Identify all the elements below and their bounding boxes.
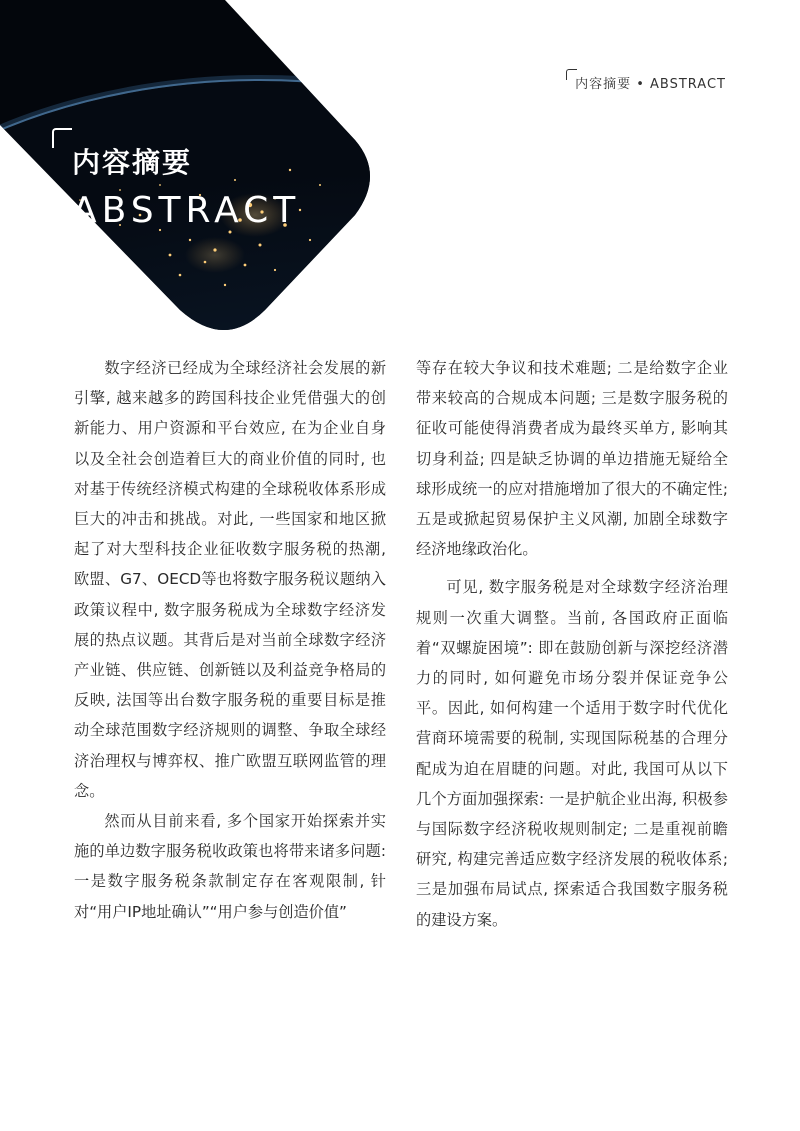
corner-bracket-icon <box>566 69 577 80</box>
corner-bracket-icon <box>52 128 72 148</box>
hero-banner <box>0 0 800 340</box>
title-en: ABSTRACT <box>72 190 301 231</box>
left-column <box>74 353 386 927</box>
running-head-text: 内容摘要 • ABSTRACT <box>575 77 726 92</box>
paragraph: 数字经济已经成为全球经济社会发展的新引擎, 越来越多的跨国科技企业凭借强大的创新能力、用户资源和平台效应, 在为企业自身以及全社会创造着巨大的商业价值的同时, 也对基于传统经济模式构建的全球税收体系形成巨大的冲击和挑战。对此, 一些国家和地区掀起了对大型科技企业征收数字服务税的热潮, 欧盟、G7、OECD等也将数字服务税议题纳入政策议程中, 数字服务税成为全球数字经济发展的热点议题。其背后是对当前全球数字经济产业链、供应链、创新链以及利益竞争格局的反映, 法国等出台数字服务税的重要目标是推动全球范围数字经济规则的调整、争取全球经济治理权与博弈权、推广欧盟互联网监管的理念。 <box>74 359 386 800</box>
title-zh: 内容摘要 <box>72 146 193 179</box>
running-head <box>575 73 726 92</box>
hero-title <box>72 143 300 235</box>
paragraph: 可见, 数字服务税是对全球数字经济治理规则一次重大调整。当前, 各国政府正面临着“双螺旋困境”: 即在鼓励创新与深挖经济潜力的同时, 如何避免市场分裂并保证竞争公平。因此, 如何构建一个适用于数字时代优化营商环境需要的税制, 实现国际税基的合理分配成为迫在眉睫的问题。对此, 我国可从以下几个方面加强探索: 一是护航企业出海, 积极参与国际数字经济税收规则制定; 二是重视前瞻研究, 构建完善适应数字经济发展的税收体系; 三是加强布局试点, 探索适合我国数字服务税的建设方案。 <box>416 578 728 929</box>
paragraph: 等存在较大争议和技术难题; 二是给数字企业带来较高的合规成本问题; 三是数字服务税的征收可能使得消费者成为最终买单方, 影响其切身利益; 四是缺乏协调的单边措施无疑给全球形成统一的应对措施增加了很大的不确定性; 五是或掀起贸易保护主义风潮, 加剧全球数字经济地缘政治化。 <box>416 359 728 559</box>
right-column <box>416 353 728 935</box>
paragraph: 然而从目前来看, 多个国家开始探索并实施的单边数字服务税收政策也将带来诸多问题: 一是数字服务税条款制定存在客观限制, 针对“用户IP地址确认”“用户参与创造价值” <box>74 812 386 921</box>
